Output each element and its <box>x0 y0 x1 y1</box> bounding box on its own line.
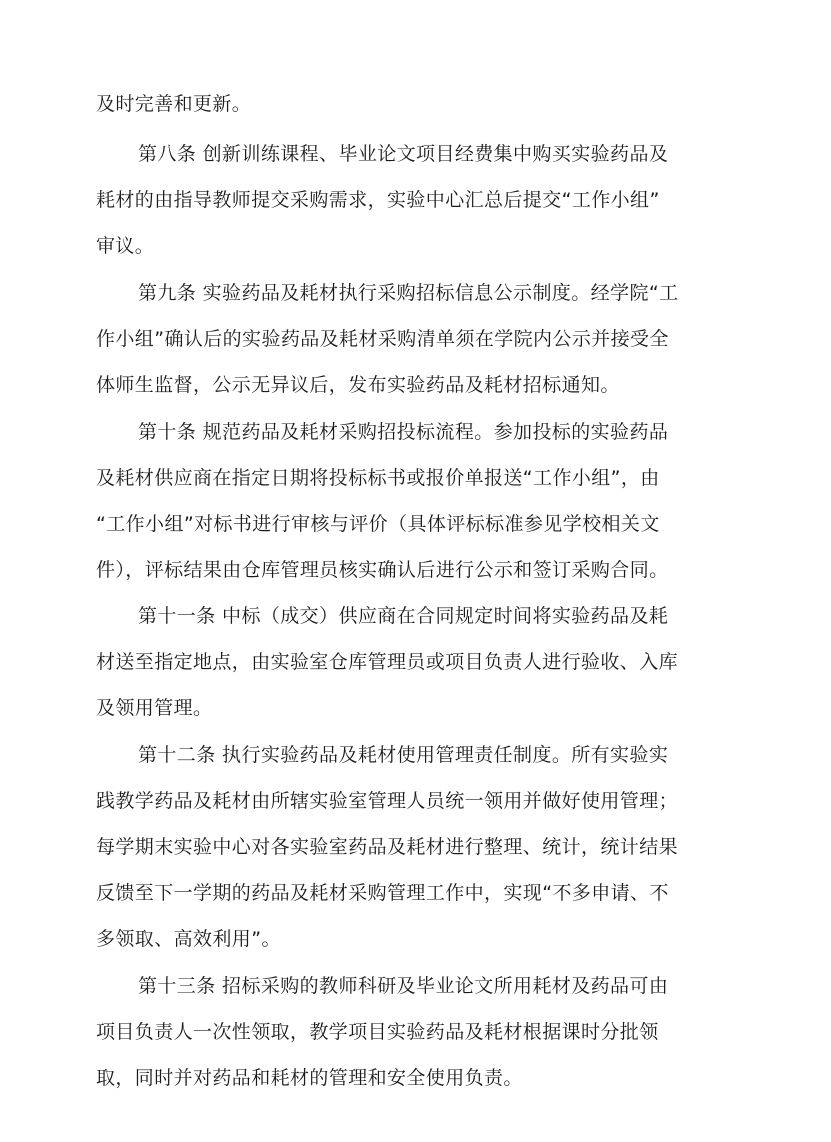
article-12-line: 第十二条 执行实验药品及耗材使用管理责任制度。所有实验实 <box>138 744 669 766</box>
text-line: 材送至指定地点，由实验室仓库管理员或项目负责人进行验收、入库 <box>96 651 679 673</box>
text-line: 践教学药品及耗材由所辖实验室管理人员统一领用并做好使用管理； <box>96 790 679 812</box>
text-line: 多领取、高效利用”。 <box>96 928 281 950</box>
text-line: 作小组”确认后的实验药品及耗材采购清单须在学院内公示并接受全 <box>96 328 669 350</box>
text-line: 项目负责人一次性领取，教学项目实验药品及耗材根据课时分批领 <box>96 1021 659 1043</box>
text-line: 件），评标结果由仓库管理员核实确认后进行公示和签订采购合同。 <box>96 559 669 581</box>
text-line: “工作小组”对标书进行审核与评价（具体评标标准参见学校相关文 <box>96 513 660 535</box>
article-10-line: 第十条 规范药品及耗材采购招投标流程。参加投标的实验药品 <box>138 421 669 443</box>
text-line: 及领用管理。 <box>96 697 213 719</box>
text-line: 反馈至下一学期的药品及耗材采购管理工作中，实现“不多申请、不 <box>96 882 669 904</box>
text-line: 耗材的由指导教师提交采购需求，实验中心汇总后提交“工作小组” <box>96 189 660 211</box>
text-line: 审议。 <box>96 235 155 257</box>
article-11-line: 第十一条 中标（成交）供应商在合同规定时间将实验药品及耗 <box>138 605 669 627</box>
text-line: 每学期末实验中心对各实验室药品及耗材进行整理、统计，统计结果 <box>96 836 679 858</box>
article-9-line: 第九条 实验药品及耗材执行采购招标信息公示制度。经学院“工 <box>138 282 679 304</box>
text-line: 体师生监督，公示无异议后，发布实验药品及耗材招标通知。 <box>96 374 620 396</box>
text-line: 及时完善和更新。 <box>96 93 252 115</box>
text-line: 及耗材供应商在指定日期将投标标书或报价单报送“工作小组”，由 <box>96 467 660 489</box>
article-8-line: 第八条 创新训练课程、毕业论文项目经费集中购买实验药品及 <box>138 143 669 165</box>
article-13-line: 第十三条 招标采购的教师科研及毕业论文所用耗材及药品可由 <box>138 975 669 997</box>
text-line: 取，同时并对药品和耗材的管理和安全使用负责。 <box>96 1067 523 1089</box>
